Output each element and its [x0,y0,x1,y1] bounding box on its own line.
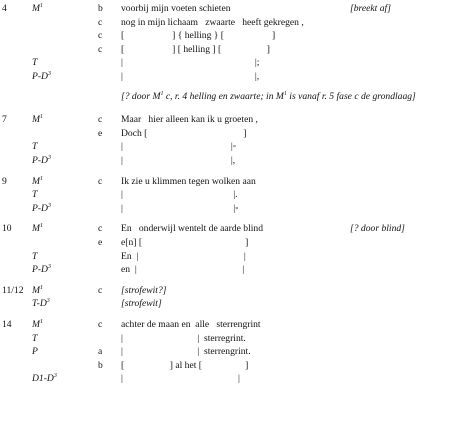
phase-letter: c [98,43,103,55]
witness-sigil [32,204,51,214]
reading-text: voorbij mijn voeten schieten [121,3,231,14]
witness-sigil [32,286,43,296]
sigil-superscript: 3 [47,264,51,270]
witness-sigil [32,334,37,344]
phase-letter: c [98,284,103,296]
sigil-superscript: 3 [47,202,51,209]
sigil-superscript: 3 [47,154,51,161]
sigil-letter: P-D [32,202,48,214]
phase-letter: e [98,127,103,139]
reading-text: [strofewit?] [121,284,167,296]
witness-sigil [32,224,43,234]
sigil-letter: M [32,319,40,330]
reading-text: | |, [121,71,260,82]
sigil-superscript: 1 [40,284,43,291]
reading-text: | |; [121,57,260,69]
commentary-text: [? door M [121,90,161,102]
phase-letter: c [98,319,103,330]
sigil-superscript: 3 [47,70,51,77]
sigil-letter: T [32,332,38,344]
reading-text: Maar hier alleen kan ik u groeten , [121,114,258,126]
reading-text: | | [121,373,240,385]
witness-sigil [32,72,51,82]
sigil-letter: T [32,250,38,262]
reading-text: [strofewit] [121,298,162,310]
sigil-letter: T-D [32,298,47,310]
sigil-superscript: 1 [40,223,43,230]
sigil-letter: M [32,284,40,296]
reading-text: [ ] al het [ ] [121,359,249,371]
sigil-superscript: 1 [40,318,43,325]
witness-sigil [32,299,50,309]
witness-sigil [32,347,38,357]
witness-sigil [32,252,37,262]
phase-letter: a [98,346,103,358]
phase-letter: c [98,30,103,42]
phase-letter: c [98,16,103,28]
reading-text: [ ] { helling } [ ] [121,30,276,42]
sigil-letter: P-D [32,71,48,82]
sigil-letter: D1-D [32,373,54,385]
phase-letter: b [98,3,103,14]
phase-letter: c [98,114,103,126]
witness-sigil [32,58,37,68]
witness-sigil [32,177,43,187]
reading-text: | |. [121,189,238,201]
line-number: 9 [2,175,7,187]
phase-letter: e [98,237,103,248]
commentary-note [121,92,416,102]
reading-text: En onderwijl wentelt de aarde blind [121,223,263,235]
line-number: 10 [2,223,12,235]
phase-letter: c [98,223,103,235]
reading-text: achter de maan en alle sterrengrint [121,319,261,330]
witness-sigil [32,320,43,330]
reading-text: | |◦ [121,202,239,214]
sigil-letter: M [32,223,40,235]
reading-text: Doch [ ] [121,127,247,139]
reading-text: en | | [121,264,245,276]
commentary-superscript: 1 [283,90,287,97]
witness-sigil [32,142,37,152]
sigil-letter: P [32,346,38,358]
sigil-letter: M [32,3,40,14]
editor-note: [? door blind] [350,223,405,235]
sigil-superscript: 3 [46,298,50,305]
witness-sigil [32,374,57,384]
reading-text: | | sterregrint. [121,332,246,344]
sigil-letter: T [32,189,38,201]
line-number: 4 [2,3,7,14]
reading-text: Ik zie u klimmen tegen wolken aan [121,175,256,187]
sigil-letter: T [32,57,38,69]
reading-text: nog in mijn lichaam zwaarte heeft gekregen , [121,16,304,28]
reading-text: | |◦ [121,141,237,153]
sigil-letter: M [32,175,40,187]
phase-letter: c [98,175,103,187]
commentary-superscript: 1 [160,90,164,97]
reading-text: En | | [121,250,246,262]
sigil-superscript: 1 [40,175,43,182]
reading-text: [ ] [ helling ] [ ] [121,43,270,55]
phase-letter: b [98,359,103,371]
sigil-letter: P-D [32,264,48,276]
sigil-superscript: 3 [53,373,57,380]
witness-sigil [32,4,43,14]
witness-sigil [32,190,37,200]
sigil-letter: T [32,141,38,153]
commentary-text: c, r. 4 helling en zwaarte; in M [163,90,284,102]
sigil-superscript: 1 [40,114,43,120]
witness-sigil [32,115,43,125]
witness-sigil [32,156,51,166]
reading-text: | |, [121,155,236,166]
sigil-letter: P-D [32,155,48,166]
reading-text: e[n] [ ] [121,237,249,248]
line-number: 7 [2,114,7,126]
sigil-letter: M [32,114,40,126]
line-number: 14 [2,319,12,330]
line-number: 11/12 [2,284,24,296]
witness-sigil [32,265,51,275]
reading-text: | | sterrengrint. [121,346,251,358]
editor-note: [breekt af] [350,3,391,14]
sigil-superscript: 1 [40,2,43,9]
commentary-text: is vanaf r. 5 fase c de grondlaag] [286,90,416,102]
